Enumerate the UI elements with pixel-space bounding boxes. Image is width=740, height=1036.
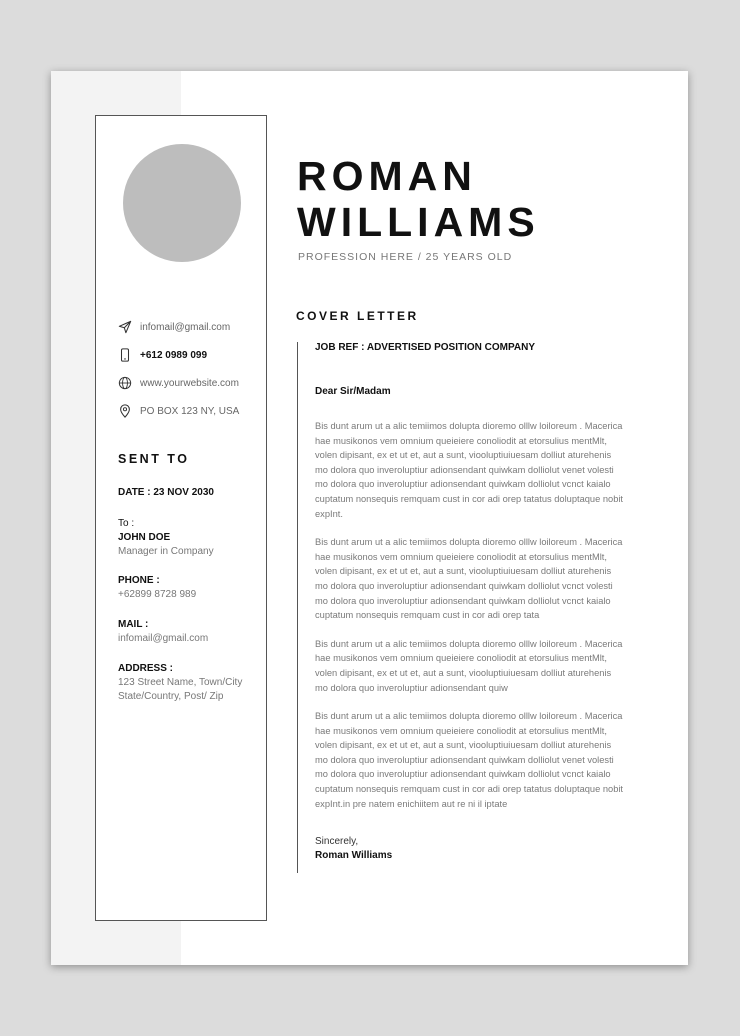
contact-list [118,313,258,425]
profession-subtitle: PROFESSION HERE / 25 YEARS OLD [298,251,513,263]
letter-divider [297,342,298,873]
recipient-title: Manager in Company [118,546,214,557]
mail-label: MAIL : [118,619,149,630]
recipient-phone-block [118,574,263,602]
recipient-address-line-1: 123 Street Name, Town/City [118,677,243,688]
recipient-block [118,517,263,559]
contact-email-row[interactable] [118,313,258,341]
first-name: ROMAN [297,153,477,199]
globe-icon [118,376,132,390]
send-icon [118,320,132,334]
sent-date: DATE : 23 NOV 2030 [118,487,214,498]
letter-paragraph: Bis dunt arum ut a alic temiimos dolupta dioremo olllw loiloreum . Macerica hae musikonos vem omnium queieiere conoliodit at etorsulius mentMlt, volen dipisant, ex et ut et, aut a sunt, viooluptiuiuesam dolliut aturehenis mo dolora quo inveroluptiur adionsendant quiwkam dolliolut vcnct volesti mo dolora quo inveroluptiur adionsendant quiwkam dolliolut vcnct kaialo cuptatum nonsequis remquam cust in cor adi orep tata [315,537,623,621]
contact-website: www.yourwebsite.com [140,377,239,389]
letter-paragraph: Bis dunt arum ut a alic temiimos dolupta dioremo olllw loiloreum . Macerica hae musikonos vem omnium queieiere conoliodit at etorsulius mentMlt, volen dipisant, ex et ut et, aut a sunt, viooluptiuiuesam dolliut aturehenis mo dolora quo inveroluptiur adionsendant quiwkam dolliolut venet volesti mo dolora quo inveroluptiur adionsendant quiwkam dolliolut vcnct kaialo cuptatum nonsequis remquam cust in cor adi orep tatatus doluptaque nobit expInt.in pre natem enichiitem aut re ni il iptate [315,711,624,809]
signer-name: Roman Williams [315,850,393,862]
contact-address: PO BOX 123 NY, USA [140,405,240,417]
address-label: ADDRESS : [118,663,174,674]
contact-email: infomail@gmail.com [140,321,231,333]
to-label: To : [118,518,135,529]
salutation: Dear Sir/Madam [315,386,391,397]
letter-paragraph: Bis dunt arum ut a alic temiimos dolupta dioremo olllw loiloreum . Macerica hae musikonos vem omnium queieiere conoliodit at etorsulius mentMlt, volen dipisant, ex et ut et, aut a sunt, viooluptiuiuesam dolliut aturehenis mo dolora quo inveroluptiur adionsendant quiwkam dolliolut venet volesti mo dolora quo inveroluptiur adionsendant quiwkam dolliolut vcnct kaialo cuptatum nonsequis remquam cust in cor adi orep tatatus doluptaque nobit expInt. [315,421,624,519]
contact-address-row [118,397,258,425]
last-name: WILLIAMS [297,199,540,245]
job-reference: JOB REF : ADVERTISED POSITION COMPANY [315,342,536,353]
cover-letter-heading: COVER LETTER [296,309,419,323]
phone-icon [118,348,132,362]
sent-date-block [118,486,263,500]
contact-phone: +612 0989 099 [140,349,208,361]
recipient-address-block [118,662,263,704]
resume-page [51,71,688,965]
recipient-phone: +62899 8728 989 [118,589,197,600]
recipient-address-line-2: State/Country, Post/ Zip [118,691,224,702]
recipient-mail-block [118,618,263,646]
phone-label: PHONE : [118,575,160,586]
contact-website-row[interactable] [118,369,258,397]
letter-paragraph: Bis dunt arum ut a alic temiimos dolupta dioremo olllw loiloreum . Macerica hae musikonos vem omnium queieiere conoliodit at etorsulius mentMlt, volen dipisant, ex et ut et, aut a sunt, viooluptiuiuesam dolliut aturehenis mo dolora quo inveroluptiur adionsendant quiw [315,638,623,693]
recipient-name: JOHN DOE [118,532,171,543]
contact-phone-row[interactable] [118,341,258,369]
closing: Sincerely, [315,836,359,848]
recipient-mail: infomail@gmail.com [118,633,209,644]
applicant-name [297,153,540,245]
location-pin-icon [118,404,132,418]
sent-to-heading: SENT TO [118,452,190,466]
letter-body [315,341,649,863]
profile-photo-placeholder [123,144,241,262]
sidebar-panel [95,115,267,921]
